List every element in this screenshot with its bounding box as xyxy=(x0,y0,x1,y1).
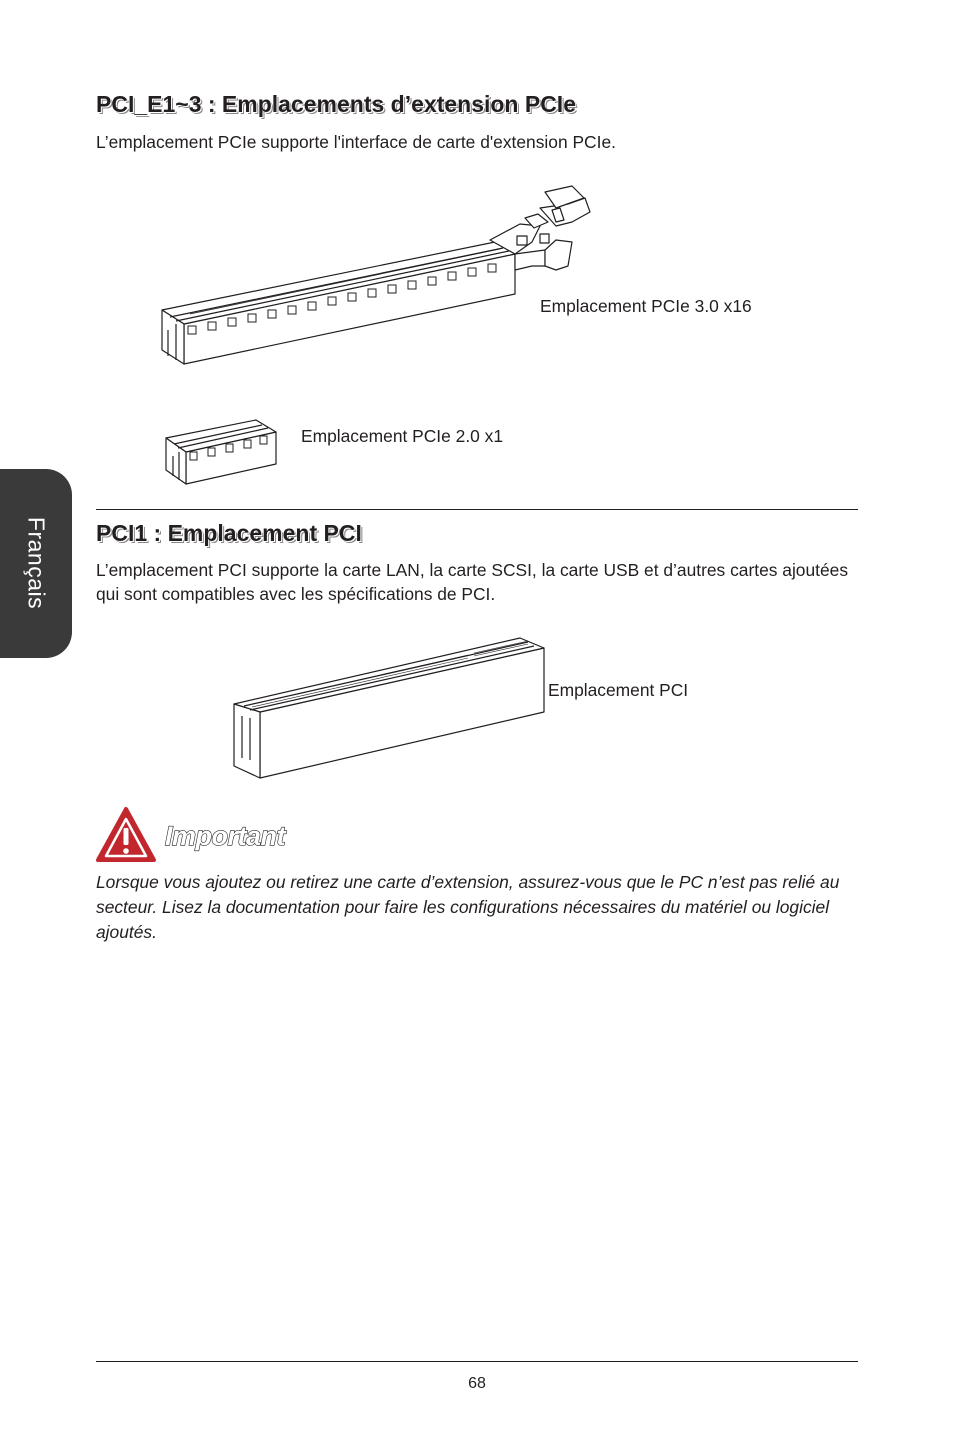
pcie-section-title: PCI_E1~3 : Emplacements d’extension PCIe xyxy=(96,91,576,117)
footer-rule xyxy=(96,1361,858,1362)
warning-icon xyxy=(95,806,157,864)
important-title: Important xyxy=(165,821,285,851)
pcie-x16-slot-illustration xyxy=(160,184,635,370)
pci-slot-illustration xyxy=(232,634,548,780)
pcie-x1-slot-illustration xyxy=(164,386,280,486)
section-divider xyxy=(96,509,858,510)
pci-slot-label: Emplacement PCI xyxy=(548,680,689,700)
pci-section-description: L’emplacement PCI supporte la carte LAN, la carte SCSI, la carte USB et d’autres cartes ajoutées qui sont compatibles avec les spécifications de PCI. xyxy=(96,560,849,604)
page-number: 68 xyxy=(468,1375,486,1392)
pci-section-title: PCI1 : Emplacement PCI xyxy=(96,520,362,546)
pcie-x1-slot-label: Emplacement PCIe 2.0 x1 xyxy=(301,426,504,446)
important-text: Lorsque vous ajoutez ou retirez une carte d’extension, assurez-vous que le PC n’est pas relié au secteur. Lisez la documentation pour faire les configurations nécessaires du matériel ou logiciel ajoutés. xyxy=(96,872,840,942)
language-tab-label: Français xyxy=(23,516,50,610)
language-side-tab xyxy=(0,469,72,658)
pcie-section-description: L’emplacement PCIe supporte l'interface de carte d'extension PCIe. xyxy=(96,132,616,152)
pcie-x16-slot-label: Emplacement PCIe 3.0 x16 xyxy=(540,296,752,316)
